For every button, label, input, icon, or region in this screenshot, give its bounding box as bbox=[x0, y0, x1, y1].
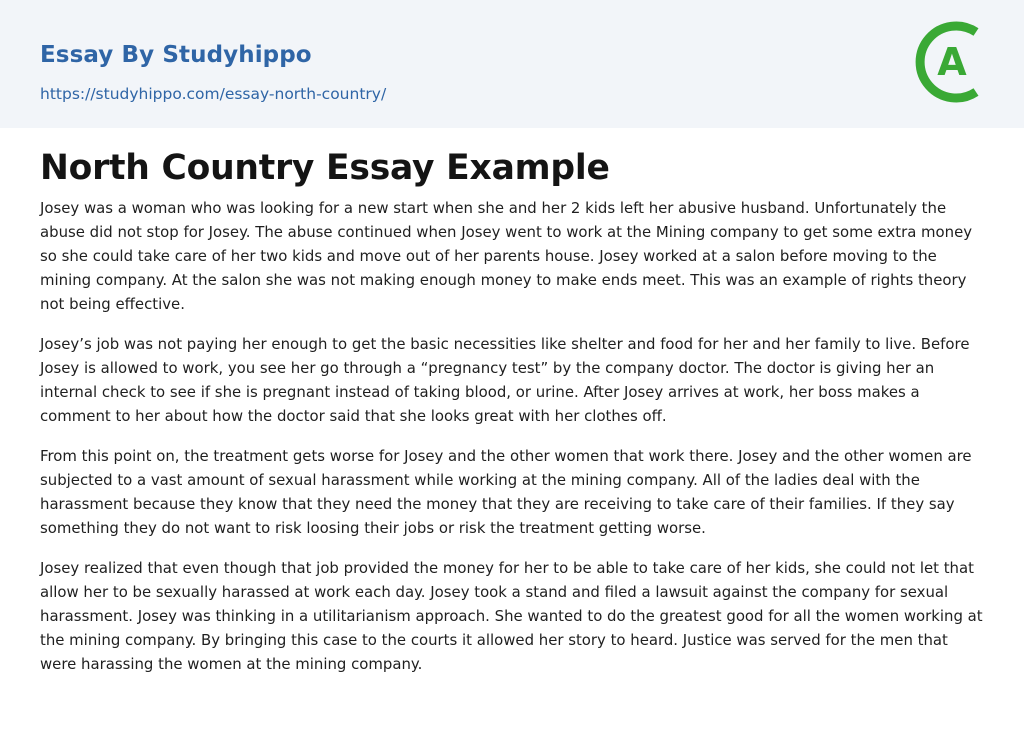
page-title: North Country Essay Example bbox=[40, 148, 610, 188]
article bbox=[40, 146, 986, 692]
studyhippo-logo-icon[interactable] bbox=[912, 18, 988, 106]
paragraph-2: Josey’s job was not paying her enough to get the basic necessities like shelter and food for her and her family to live. Before Josey is allowed to work, you see her go through a “pregnancy test” by the company doctor. The doctor is giving her an internal check to see if she is pregnant instead of taking blood, or urine. After Josey arrives at work, her boss makes a comment to her about how the doctor said that she looks great with her clothes off. bbox=[40, 335, 970, 425]
paragraph-3: From this point on, the treatment gets worse for Josey and the other women that work there. Josey and the other women are subjected to a vast amount of sexual harassment while working at the mining company. All of the ladies deal with the harassment because they know that they need the money that they are receiving to take care of their families. If they say something they do not want to risk loosing their jobs or risk the treatment getting worse. bbox=[40, 447, 972, 537]
logo-letter: A bbox=[937, 40, 967, 84]
paragraph-1: Josey was a woman who was looking for a new start when she and her 2 kids left her abusive husband. Unfortunately the abuse did not stop for Josey. The abuse continued when Josey went to work at the Mining company to get some extra money so she could take care of her two kids and move out of her parents house. Josey worked at a salon before moving to the mining company. At the salon she was not making enough money to make ends meet. This was an example of rights theory not being effective. bbox=[40, 199, 973, 313]
paragraph-4: Josey realized that even though that job provided the money for her to be able to take care of her kids, she could not let that allow her to be sexually harassed at work each day. Josey took a stand and filed a lawsuit against the company for sexual harassment. Josey was thinking in a utilitarianism approach. She wanted to do the greatest good for all the women working at the mining company. By bringing this case to the courts it allowed her story to heard. Justice was served for the men that were harassing the women at the mining company. bbox=[40, 559, 983, 673]
site-brand[interactable]: Essay By Studyhippo bbox=[40, 42, 312, 68]
header bbox=[0, 0, 1024, 128]
essay-url-link[interactable]: https://studyhippo.com/essay-north-country/ bbox=[40, 85, 387, 103]
